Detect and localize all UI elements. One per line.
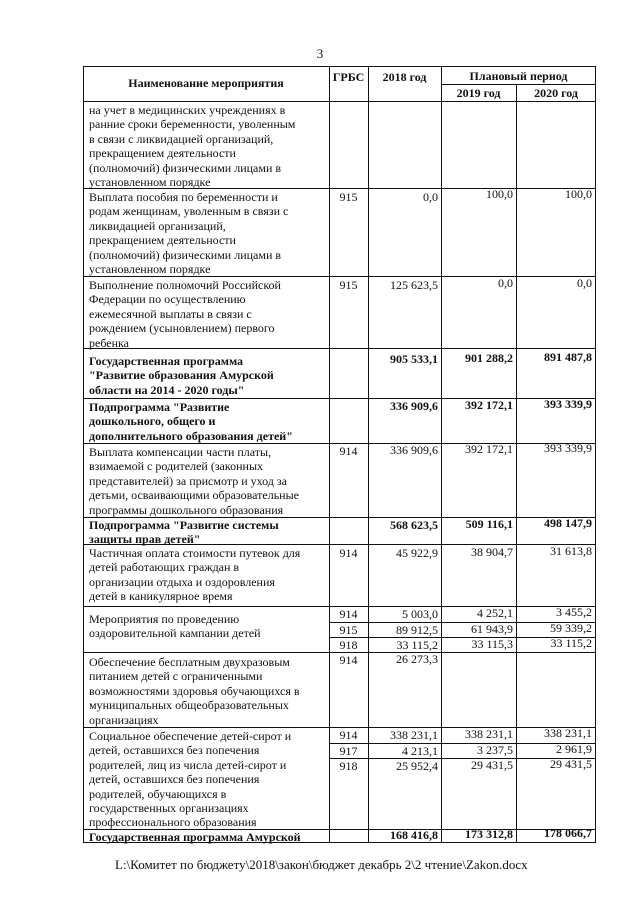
header-2019: 2019 год: [456, 86, 501, 100]
row-name: Социальное обеспечение детей-сирот и детей, оставшихся без попечения родителей, лиц из числа детей-сирот и детей, оставшихся без попечения родителей, обучающихся в государственных организациях профессионального образования: [89, 729, 292, 830]
row-name: Подпрограмма "Развитие системы защиты прав детей": [89, 518, 279, 547]
row-name: Мероприятия по проведению оздоровительной кампании детей: [89, 612, 261, 641]
subrow-value-2018: 25 952,4: [396, 759, 438, 773]
header-2020: 2020 год: [534, 86, 578, 100]
budget-table: [83, 66, 596, 843]
subrow-value-2020: 33 115,2: [550, 636, 592, 650]
row-name: Частичная оплата стоимости путевок для детей работающих граждан в организации отдыха и оздоровления детей в каникулярное время: [89, 546, 301, 604]
header-planned-period: Плановый период: [469, 69, 568, 83]
row-name: Выплата компенсации части платы, взимаемой с родителей (законных представителей) за присмотр и уход за детьми, осваивающими образовательные программы дошкольного образования: [89, 445, 299, 517]
subrow-value-2019: 33 115,3: [471, 637, 513, 651]
row-name: Выполнение полномочий Российской Федерации по осуществлению ежемесячной выплаты в связи с рождением (усыновлением) первого ребенка: [89, 278, 281, 350]
row-value-2019: 392 172,1: [465, 398, 513, 412]
subrow-value-2020: 2 961,9: [556, 742, 592, 756]
row-value-2019: 173 312,8: [465, 827, 513, 841]
row-value-2019: 509 116,1: [465, 517, 513, 531]
subrow-value-2018: 33 115,2: [396, 638, 438, 652]
subrow-value-2019: 29 431,5: [471, 758, 513, 772]
subrow-value-2020: 338 231,1: [544, 726, 592, 740]
subrow-value-2019: 61 943,9: [471, 622, 513, 636]
subrow-grbs: 914: [339, 607, 358, 621]
row-value-2020: 100,0: [565, 187, 592, 201]
page-number: 3: [316, 46, 324, 61]
subrow-value-2019: 338 231,1: [465, 727, 513, 741]
row-value-2018: 0,0: [423, 190, 438, 204]
row-value-2020: 891 487,8: [544, 350, 592, 364]
row-name: Государственная программа Амурской: [89, 830, 301, 844]
row-name: Обеспечение бесплатным двухразовым питанием детей с ограниченными возможностями здоровья обучающихся в муниципальных общеобразовательных организациях: [89, 655, 300, 727]
row-value-2018: 26 273,3: [396, 652, 438, 666]
row-value-2018: 568 623,5: [390, 518, 438, 532]
subrow-grbs: 918: [339, 638, 358, 652]
header-grbs: ГРБС: [332, 70, 365, 84]
subrow-grbs: 915: [339, 623, 358, 637]
document-file-path: L:\Комитет по бюджету\2018\закон\бюджет декабрь 2\2 чтение\Zakon.docx: [115, 857, 528, 872]
row-value-2020: 31 613,8: [550, 544, 592, 558]
row-value-2019: 38 904,7: [471, 545, 513, 559]
subrow-value-2020: 29 431,5: [550, 757, 592, 771]
subrow-value-2020: 3 455,2: [556, 605, 592, 619]
row-grbs: 914: [339, 653, 358, 667]
row-value-2019: 0,0: [498, 276, 513, 290]
row-value-2018: 336 909,6: [390, 443, 438, 457]
row-grbs: 915: [339, 278, 358, 292]
row-name: Государственная программа "Развитие образования Амурской области на 2014 - 2020 годы": [89, 354, 274, 397]
row-value-2020: 178 066,7: [544, 826, 592, 840]
subrow-value-2018: 89 912,5: [396, 623, 438, 637]
header-2018: 2018 год: [382, 70, 427, 84]
row-value-2018: 336 909,6: [390, 399, 438, 413]
subrow-value-2019: 3 237,5: [477, 743, 513, 757]
row-value-2019: 901 288,2: [465, 351, 513, 365]
subrow-value-2018: 4 213,1: [402, 744, 438, 758]
row-value-2020: 393 339,9: [544, 441, 592, 455]
subrow-value-2019: 4 252,1: [477, 606, 513, 620]
row-value-2019: 392 172,1: [465, 442, 513, 456]
row-grbs: 914: [339, 444, 358, 458]
row-value-2018: 168 416,8: [390, 828, 438, 842]
header-name: Наименование мероприятия: [128, 76, 284, 90]
subrow-grbs: 914: [339, 728, 358, 742]
subrow-value-2020: 59 339,2: [550, 621, 592, 635]
row-value-2020: 393 339,9: [544, 397, 592, 411]
subrow-value-2018: 338 231,1: [390, 728, 438, 742]
row-grbs: 915: [339, 190, 358, 204]
subrow-grbs: 918: [339, 759, 358, 773]
subrow-value-2018: 5 003,0: [402, 607, 438, 621]
row-value-2020: 498 147,9: [544, 516, 592, 530]
row-grbs: 914: [339, 546, 358, 560]
row-value-2018: 125 623,5: [390, 278, 438, 292]
row-value-2020: 0,0: [577, 276, 592, 290]
row-value-2018: 905 533,1: [390, 352, 438, 366]
row-name: Выплата пособия по беременности и родам женщинам, уволенным в связи с ликвидацией организаций, прекращением деятельности (полномочий) физическими лицами в установленном порядке: [89, 190, 289, 277]
subrow-grbs: 917: [339, 744, 358, 758]
row-name: на учет в медицинских учреждениях в ранние сроки беременности, уволенным в связи с ликвидацией организаций, прекращением деятельности (полномочий) физическими лицами в установленном порядке: [89, 103, 296, 190]
row-value-2019: 100,0: [486, 187, 513, 201]
row-name: Подпрограмма "Развитие дошкольного, общего и дополнительного образования детей": [89, 400, 293, 443]
row-value-2018: 45 922,9: [396, 546, 438, 560]
